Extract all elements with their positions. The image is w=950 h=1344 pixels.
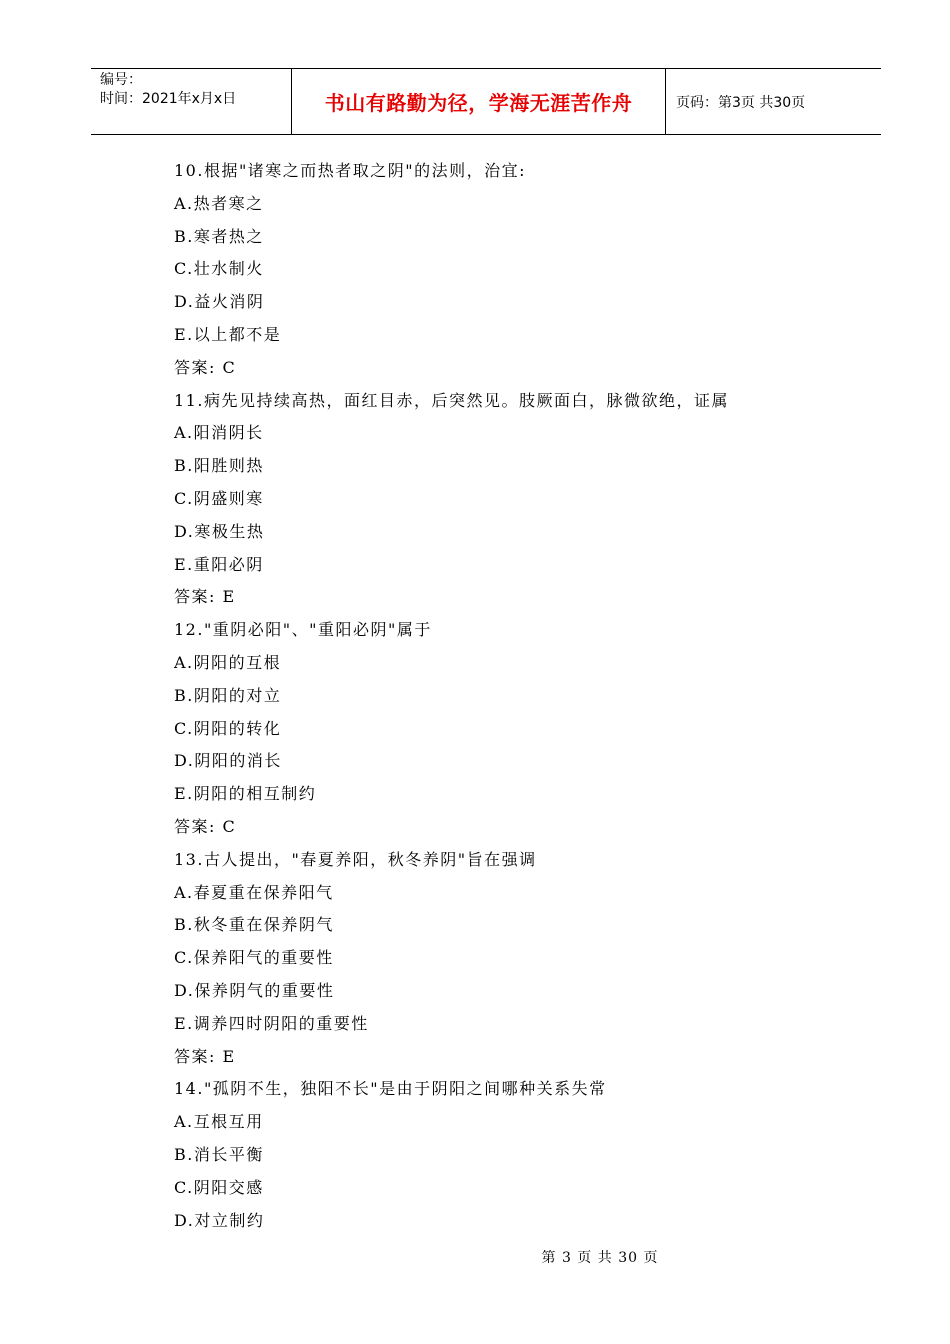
option-13-e: E.调养四时阴阳的重要性 — [174, 1013, 369, 1033]
header-page-info: 页码：第3页 共30页 — [676, 94, 806, 111]
option-11-c: C.阴盛则寒 — [174, 488, 264, 508]
option-12-b: B.阴阳的对立 — [174, 685, 282, 705]
option-14-b: B.消长平衡 — [174, 1144, 264, 1164]
option-12-c: C.阴阳的转化 — [174, 718, 282, 738]
option-13-b: B.秋冬重在保养阴气 — [174, 915, 334, 935]
question-10: 10.根据"诸寒之而热者取之阴"的法则，治宜: — [174, 161, 527, 180]
option-11-e: E.重阳必阴 — [174, 554, 264, 574]
option-10-e: E.以上都不是 — [174, 324, 282, 344]
option-10-a: A.热者寒之 — [174, 193, 264, 213]
question-11: 11.病先见持续高热，面红目赤，后突然见。肢厥面白，脉微欲绝，证属 — [174, 390, 729, 410]
header-motto: 书山有路勤为径，学海无涯苦作舟 — [292, 69, 666, 134]
option-12-a: A.阴阳的互根 — [174, 652, 282, 672]
document-time-label: 时间：2021年x月x日 — [100, 91, 237, 107]
option-10-d: D.益火消阴 — [174, 292, 265, 312]
answer-11: 答案: E — [174, 587, 236, 607]
question-14: 14."孤阴不生，独阳不长"是由于阴阳之间哪种关系失常 — [174, 1079, 607, 1099]
document-number-label: 编号： — [100, 72, 142, 88]
option-13-c: C.保养阳气的重要性 — [174, 948, 334, 968]
answer-13: 答案: E — [174, 1046, 236, 1066]
option-14-c: C.阴阳交感 — [174, 1177, 264, 1197]
header-meta-cell — [91, 69, 292, 134]
option-11-a: A.阳消阴长 — [174, 423, 264, 443]
option-13-a: A.春夏重在保养阳气 — [174, 882, 334, 902]
option-11-d: D.寒极生热 — [174, 521, 265, 541]
option-13-d: D.保养阴气的重要性 — [174, 980, 335, 1000]
footer-page-number: 第 3 页 共 30 页 — [541, 1250, 659, 1266]
option-11-b: B.阳胜则热 — [174, 456, 264, 476]
page-footer — [0, 1247, 950, 1267]
option-12-d: D.阴阳的消长 — [174, 751, 282, 771]
question-content — [174, 155, 729, 1237]
answer-10: 答案: C — [174, 357, 237, 377]
option-10-b: B.寒者热之 — [174, 226, 264, 246]
question-12: 12."重阴必阳"、"重阳必阴"属于 — [174, 620, 432, 640]
answer-12: 答案: C — [174, 816, 237, 836]
option-12-e: E.阴阳的相互制约 — [174, 784, 317, 804]
question-13: 13.古人提出，"春夏养阳，秋冬养阴"旨在强调 — [174, 849, 537, 869]
option-14-d: D.对立制约 — [174, 1210, 265, 1230]
option-14-a: A.互根互用 — [174, 1112, 264, 1132]
page-header — [91, 68, 881, 135]
option-10-c: C.壮水制火 — [174, 259, 264, 279]
